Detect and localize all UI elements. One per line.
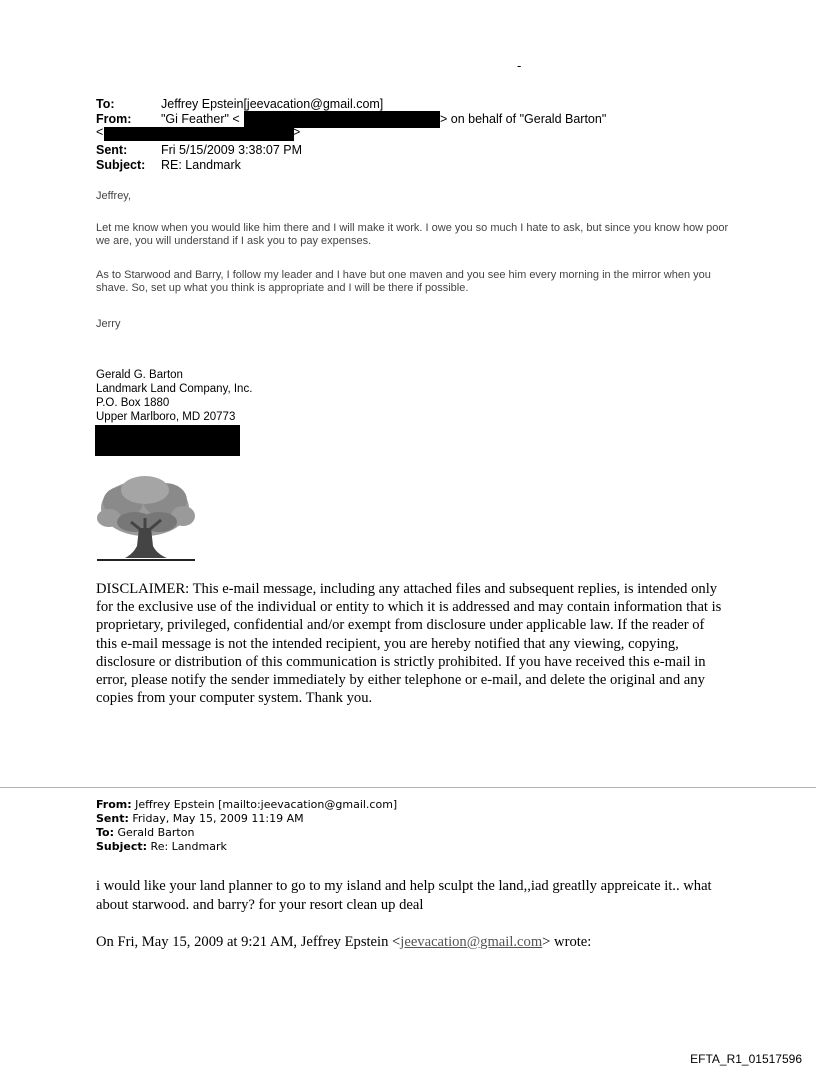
forwarded-sent	[96, 812, 304, 826]
sent-value: Fri 5/15/2009 3:38:07 PM	[161, 143, 303, 157]
from-value-prefix: "Gi Feather" <	[161, 112, 240, 126]
from-label: From:	[96, 112, 132, 126]
forwarded-to-label: To:	[96, 826, 114, 839]
document-id: EFTA_R1_01517596	[690, 1052, 802, 1066]
quote-suffix: > wrote:	[542, 934, 592, 950]
forwarded-to	[96, 826, 194, 840]
redaction-box	[244, 111, 440, 128]
message-paragraph: Let me know when you would like him there and I will make it work. I owe you so much I hate to ask, but since you know how poor we are, you will understand if I ask you to pay expenses.	[96, 222, 729, 247]
forwarded-sent-value: Friday, May 15, 2009 11:19 AM	[128, 812, 304, 825]
signature-po-box: P.O. Box 1880	[96, 397, 170, 409]
signature-city: Upper Marlboro, MD 20773	[96, 411, 236, 423]
redaction-box	[95, 425, 240, 456]
forwarded-from	[96, 798, 397, 812]
redaction-box	[104, 127, 294, 141]
email-link[interactable]: jeevacation@gmail.com	[400, 934, 543, 950]
subject-label: Subject:	[96, 158, 146, 172]
forwarded-sent-label: Sent:	[96, 812, 129, 825]
signature-company: Landmark Land Company, Inc.	[96, 383, 253, 395]
greeting: Jeffrey,	[96, 190, 132, 202]
subject-value: RE: Landmark	[161, 158, 241, 172]
forwarded-subject-label: Subject:	[96, 840, 148, 853]
closing: Jerry	[96, 318, 121, 330]
forwarded-subject	[96, 840, 227, 854]
stray-mark: -	[517, 58, 522, 73]
to-label: To:	[96, 97, 115, 111]
separator-rule	[0, 787, 816, 788]
forwarded-from-label: From:	[96, 798, 132, 811]
quote-prefix: On Fri, May 15, 2009 at 9:21 AM, Jeffrey Epstein <	[96, 934, 401, 950]
quote-line	[96, 933, 736, 952]
disclaimer: DISCLAIMER: This e-mail message, including any attached files and subsequent replies, is intended only for the exclusive use of the individual or entity to which it is addressed and may contain information that is proprietary, privileged, confidential and/or exempt from disclosure under applicable law. If the reader of this e-mail message is not the intended recipient, you are hereby notified that any viewing, copying, disclosure or distribution of this communication is strictly prohibited. If you have received this e-mail in error, please notify the sender immediately by either telephone or e-mail, and delete the original and any copies from your computer system. Thank you.	[96, 581, 722, 707]
sent-label: Sent:	[96, 143, 128, 157]
from-line2-close: >	[293, 125, 301, 139]
forwarded-from-value: Jeffrey Epstein [mailto:jeevacation@gmail.com]	[131, 798, 398, 811]
message-paragraph: As to Starwood and Barry, I follow my leader and I have but one maven and you see him every morning in the mirror when you shave. So, set up what you think is appropriate and I will be there if possible.	[96, 269, 711, 294]
reply-text: i would like your land planner to go to my island and help sculpt the land,,iad greatlly appreicate it.. what about starwood. and barry? for your resort clean up deal	[96, 878, 712, 913]
to-value: Jeffrey Epstein[jeevacation@gmail.com]	[161, 97, 384, 111]
from-line2-open: <	[96, 125, 104, 139]
from-value-suffix: > on behalf of "Gerald Barton"	[440, 112, 607, 126]
forwarded-to-value: Gerald Barton	[114, 826, 195, 839]
signature-name: Gerald G. Barton	[96, 369, 183, 381]
tree-logo	[95, 472, 197, 564]
forwarded-subject-value: Re: Landmark	[147, 840, 227, 853]
